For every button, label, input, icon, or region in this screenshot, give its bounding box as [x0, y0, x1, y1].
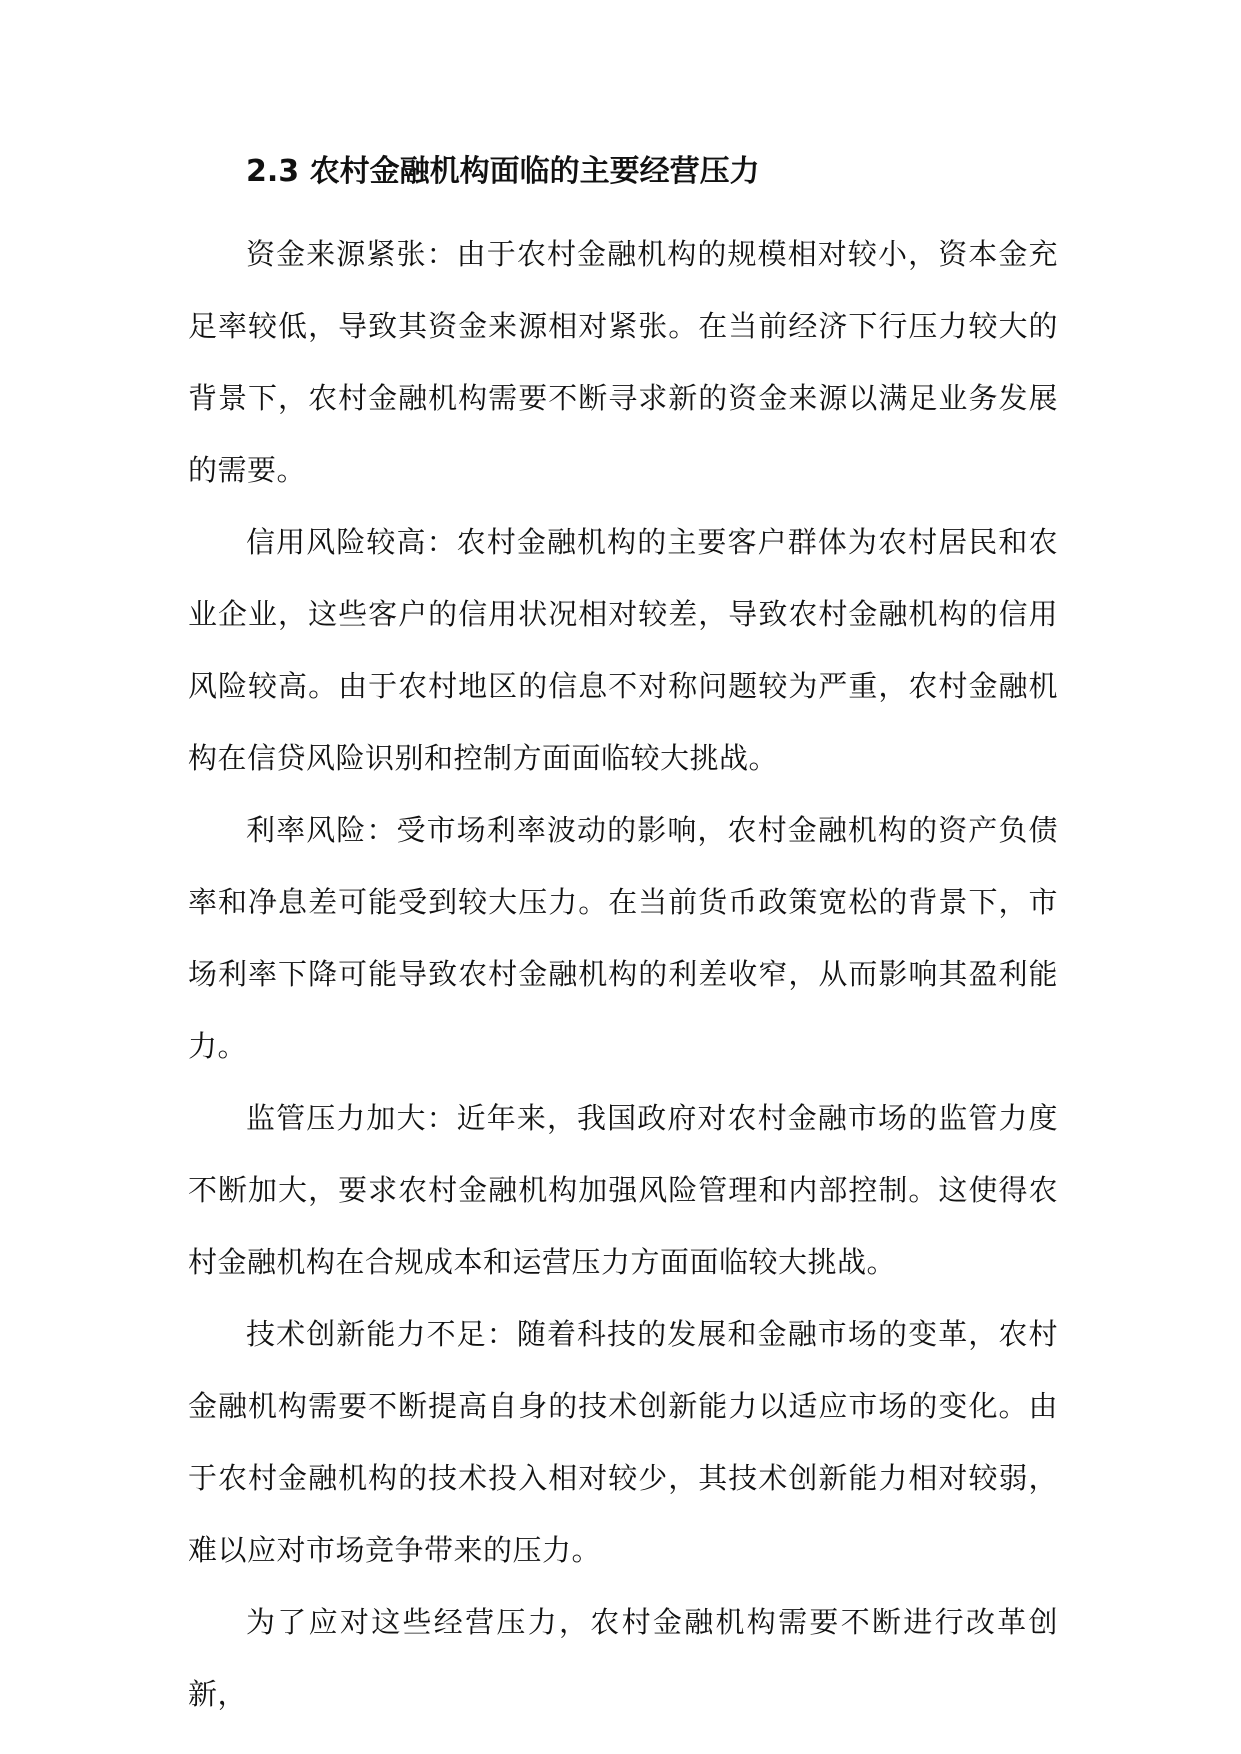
paragraph-text: 农村金融机构的主要客户群体为农村居民和农业企业，这些客户的信用状况相对较差，导致农村金融机构的信用风险较高。由于农村地区的信息不对称问题较为严重，农村金融机构在信贷风险识别和控制方面面临较大挑战。	[188, 525, 1058, 775]
paragraph-lead: 利率风险：	[246, 813, 397, 847]
paragraph-lead: 技术创新能力不足：	[246, 1317, 517, 1351]
paragraph-funding	[188, 218, 1058, 506]
section-number: 2.3	[246, 154, 300, 189]
paragraph-credit-risk	[188, 506, 1058, 794]
section-title: 农村金融机构面临的主要经营压力	[309, 154, 760, 189]
paragraph-text: 随着科技的发展和金融市场的变革，农村金融机构需要不断提高自身的技术创新能力以适应市场的变化。由于农村金融机构的技术投入相对较少，其技术创新能力相对较弱，难以应对市场竞争带来的压力。	[188, 1317, 1058, 1567]
paragraph-text: 近年来，我国政府对农村金融市场的监管力度不断加大，要求农村金融机构加强风险管理和内部控制。这使得农村金融机构在合规成本和运营压力方面面临较大挑战。	[188, 1101, 1058, 1279]
paragraph-regulation	[188, 1082, 1058, 1298]
paragraph-lead: 监管压力加大：	[246, 1101, 457, 1135]
paragraph-lead: 资金来源紧张：	[246, 237, 457, 271]
paragraph-technology	[188, 1298, 1058, 1586]
paragraph-interest-risk	[188, 794, 1058, 1082]
paragraph-text: 受市场利率波动的影响，农村金融机构的资产负债率和净息差可能受到较大压力。在当前货币政策宽松的背景下，市场利率下降可能导致农村金融机构的利差收窄，从而影响其盈利能力。	[188, 813, 1058, 1063]
section-heading	[188, 146, 1058, 198]
paragraph-text: 由于农村金融机构的规模相对较小，资本金充足率较低，导致其资金来源相对紧张。在当前经济下行压力较大的背景下，农村金融机构需要不断寻求新的资金来源以满足业务发展的需要。	[188, 237, 1058, 487]
page-content	[188, 146, 1058, 1730]
paragraph-lead: 信用风险较高：	[246, 525, 457, 559]
paragraph-conclusion	[188, 1586, 1058, 1730]
paragraph-text: 为了应对这些经营压力，农村金融机构需要不断进行改革创新，	[188, 1605, 1058, 1711]
